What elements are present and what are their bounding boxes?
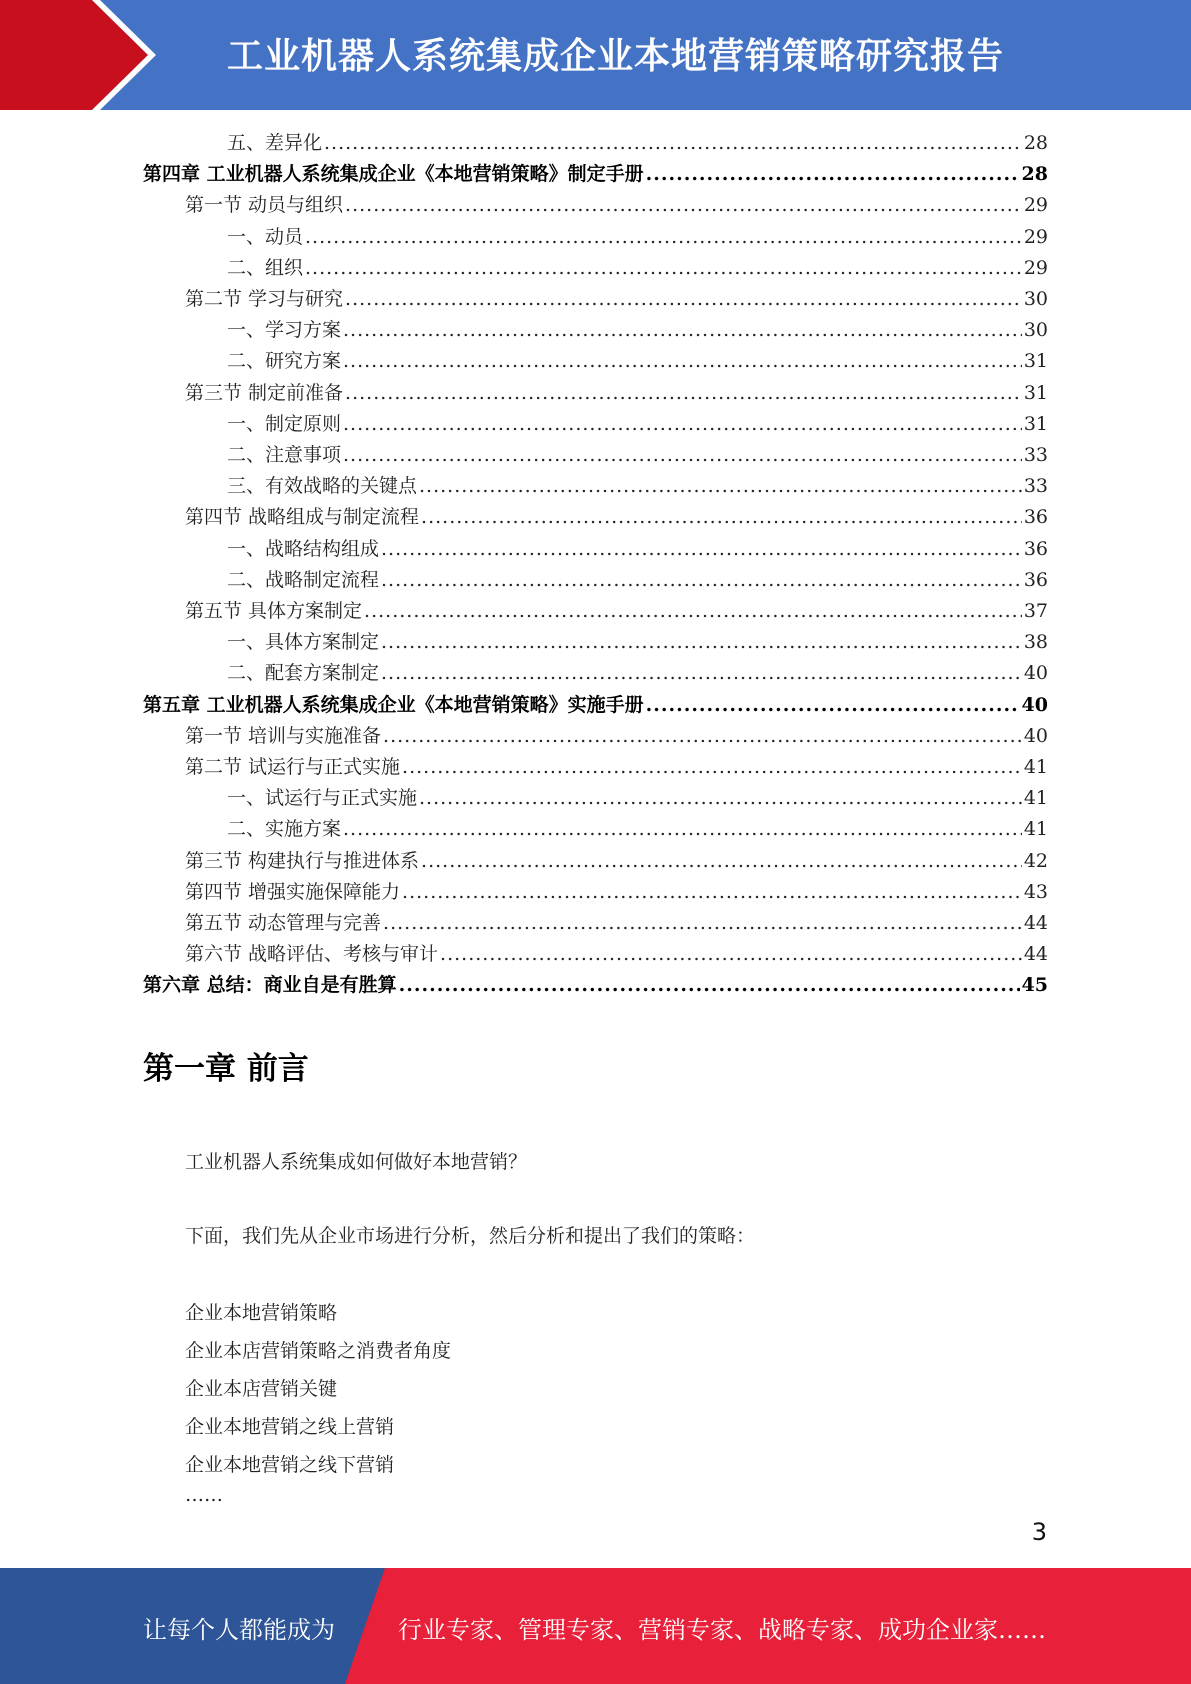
- toc-subsection-row[interactable]: [227, 315, 1048, 346]
- toc-entry-title: 二、研究方案: [227, 350, 342, 373]
- toc-leader-dots: [343, 814, 1022, 845]
- page-footer: [0, 1568, 1191, 1684]
- toc-entry-title: 五、差异化: [227, 132, 323, 154]
- toc-entry-title: 第五节 具体方案制定: [185, 600, 363, 622]
- toc-page-number: 28: [1023, 132, 1048, 154]
- toc-leader-dots: [421, 846, 1022, 877]
- toc-entry-title: 第六节 战略评估、考核与审计: [185, 943, 439, 966]
- toc-leader-dots: [419, 471, 1022, 502]
- toc-page-number: 45: [1021, 974, 1048, 997]
- toc-subsection-row[interactable]: [227, 409, 1048, 440]
- toc-page-number: 37: [1023, 600, 1048, 622]
- toc-entry-title: 三、有效战略的关键点: [227, 475, 418, 498]
- toc-page-number: 31: [1023, 381, 1048, 404]
- toc-entry-title: 第一节 动员与组织: [185, 194, 344, 217]
- toc-leader-dots: [364, 596, 1022, 627]
- toc-page-number: 44: [1023, 943, 1048, 966]
- toc-entry-title: 第三节 构建执行与推进体系: [185, 849, 420, 872]
- toc-subsection-row[interactable]: [227, 471, 1048, 502]
- toc-leader-dots: [399, 970, 1020, 1001]
- toc-leader-dots: [381, 565, 1022, 596]
- toc-section-row[interactable]: [185, 190, 1048, 221]
- toc-leader-dots: [381, 534, 1022, 565]
- toc-page-number: 36: [1023, 537, 1048, 560]
- toc-entry-title: 一、动员: [227, 225, 304, 248]
- toc-section-row[interactable]: [185, 939, 1048, 970]
- toc-entry-title: 第五章 工业机器人系统集成企业《本地营销策略》实施手册: [143, 693, 644, 716]
- toc-leader-dots: [343, 409, 1022, 440]
- chapter-heading: 第一章 前言: [143, 1051, 309, 1087]
- toc-section-row[interactable]: [185, 721, 1048, 752]
- toc-entry-title: 一、具体方案制定: [227, 631, 380, 654]
- toc-page-number: 29: [1023, 194, 1048, 217]
- toc-leader-dots: [305, 253, 1022, 284]
- toc-subsection-row[interactable]: [227, 346, 1048, 377]
- toc-subsection-row[interactable]: [227, 658, 1048, 689]
- footer-roles: 行业专家、管理专家、营销专家、战略专家、成功企业家……: [398, 1616, 1046, 1644]
- toc-leader-dots: [381, 627, 1022, 658]
- toc-leader-dots: [345, 378, 1022, 409]
- toc-entry-title: 一、试运行与正式实施: [227, 787, 418, 810]
- list-item: 企业本地营销之线下营销: [185, 1454, 395, 1476]
- toc-entry-title: 一、制定原则: [227, 412, 342, 435]
- toc-leader-dots: [440, 939, 1022, 970]
- toc-page-number: 40: [1021, 693, 1048, 716]
- toc-entry-title: 第四章 工业机器人系统集成企业《本地营销策略》制定手册: [143, 163, 644, 186]
- toc-subsection-row[interactable]: [227, 222, 1048, 253]
- toc-leader-dots: [383, 908, 1022, 939]
- toc-section-row[interactable]: [185, 752, 1048, 783]
- toc-page-number: 31: [1023, 412, 1048, 435]
- list-item: 企业本地营销之线上营销: [185, 1416, 395, 1438]
- toc-subsection-row[interactable]: [227, 128, 1048, 159]
- toc-page-number: 33: [1023, 475, 1048, 498]
- toc-leader-dots: [646, 690, 1020, 721]
- toc-section-row[interactable]: [185, 596, 1048, 627]
- toc-page-number: 36: [1023, 568, 1048, 591]
- ellipsis: ……: [185, 1484, 223, 1506]
- toc-page-number: 33: [1023, 444, 1048, 466]
- toc-leader-dots: [345, 190, 1022, 221]
- toc-entry-title: 第一节 培训与实施准备: [185, 724, 382, 747]
- toc-leader-dots: [343, 346, 1022, 377]
- page-number: 3: [1031, 1518, 1047, 1546]
- toc-page-number: 36: [1023, 506, 1048, 529]
- list-item: 企业本店营销策略之消费者角度: [185, 1340, 452, 1362]
- list-item: 企业本地营销策略: [185, 1302, 338, 1324]
- toc-entry-title: 二、配套方案制定: [227, 662, 380, 685]
- toc-subsection-row[interactable]: [227, 783, 1048, 814]
- toc-subsection-row[interactable]: [227, 814, 1048, 845]
- toc-page-number: 44: [1023, 912, 1048, 934]
- toc-leader-dots: [324, 128, 1022, 159]
- header-title: 工业机器人系统集成企业本地营销策略研究报告: [226, 36, 1004, 77]
- toc-chapter-row[interactable]: [143, 159, 1048, 190]
- toc-section-row[interactable]: [185, 284, 1048, 315]
- toc-page-number: 29: [1023, 225, 1048, 248]
- toc-leader-dots: [305, 222, 1022, 253]
- toc-entry-title: 第三节 制定前准备: [185, 381, 344, 404]
- toc-leader-dots: [419, 783, 1022, 814]
- toc-entry-title: 第二节 试运行与正式实施: [185, 756, 401, 778]
- toc-entry-title: 第二节 学习与研究: [185, 288, 344, 310]
- toc-page-number: 40: [1023, 662, 1048, 685]
- toc-section-row[interactable]: [185, 502, 1048, 533]
- toc-subsection-row[interactable]: [227, 534, 1048, 565]
- toc-page-number: 43: [1023, 880, 1048, 903]
- page-header: [0, 0, 1191, 110]
- toc-page-number: 42: [1023, 849, 1048, 872]
- toc-subsection-row[interactable]: [227, 440, 1048, 471]
- paragraph-question: 工业机器人系统集成如何做好本地营销？: [185, 1151, 528, 1173]
- toc-leader-dots: [383, 721, 1022, 752]
- toc-leader-dots: [343, 440, 1022, 471]
- toc-chapter-row[interactable]: [143, 690, 1048, 721]
- toc-leader-dots: [421, 502, 1022, 533]
- toc-subsection-row[interactable]: [227, 253, 1048, 284]
- toc-leader-dots: [343, 315, 1022, 346]
- toc-entry-title: 二、注意事项: [227, 444, 342, 466]
- toc-page-number: 41: [1023, 787, 1048, 810]
- toc-entry-title: 二、组织: [227, 256, 304, 279]
- toc-subsection-row[interactable]: [227, 565, 1048, 596]
- toc-section-row[interactable]: [185, 378, 1048, 409]
- toc-section-row[interactable]: [185, 908, 1048, 939]
- footer-slogan: 让每个人都能成为: [143, 1616, 335, 1644]
- toc-entry-title: 二、实施方案: [227, 818, 342, 841]
- toc-section-row[interactable]: [185, 846, 1048, 877]
- list-item: 企业本店营销关键: [185, 1378, 338, 1400]
- toc-subsection-row[interactable]: [227, 627, 1048, 658]
- toc-page-number: 30: [1023, 319, 1048, 342]
- toc-leader-dots: [381, 658, 1022, 689]
- toc-page-number: 29: [1023, 256, 1048, 279]
- toc-leader-dots: [402, 877, 1022, 908]
- toc-page-number: 41: [1023, 818, 1048, 841]
- toc-page-number: 28: [1021, 163, 1048, 186]
- toc-page-number: 30: [1023, 288, 1048, 310]
- toc-section-row[interactable]: [185, 877, 1048, 908]
- toc-leader-dots: [402, 752, 1022, 783]
- toc-entry-title: 二、战略制定流程: [227, 568, 380, 591]
- toc-page-number: 41: [1023, 756, 1048, 778]
- toc-chapter-row[interactable]: [143, 970, 1048, 1001]
- toc-entry-title: 第六章 总结：商业自是有胜算: [143, 974, 397, 997]
- toc-page-number: 38: [1023, 631, 1048, 654]
- toc-leader-dots: [646, 159, 1020, 190]
- toc-page-number: 31: [1023, 350, 1048, 373]
- toc-entry-title: 第五节 动态管理与完善: [185, 912, 382, 934]
- toc-entry-title: 第四节 战略组成与制定流程: [185, 506, 420, 529]
- toc-page-number: 40: [1023, 724, 1048, 747]
- toc-entry-title: 第四节 增强实施保障能力: [185, 880, 401, 903]
- paragraph-intro: 下面，我们先从企业市场进行分析，然后分析和提出了我们的策略：: [185, 1225, 756, 1247]
- toc-entry-title: 一、战略结构组成: [227, 537, 380, 560]
- toc-leader-dots: [345, 284, 1022, 315]
- toc-entry-title: 一、学习方案: [227, 319, 342, 342]
